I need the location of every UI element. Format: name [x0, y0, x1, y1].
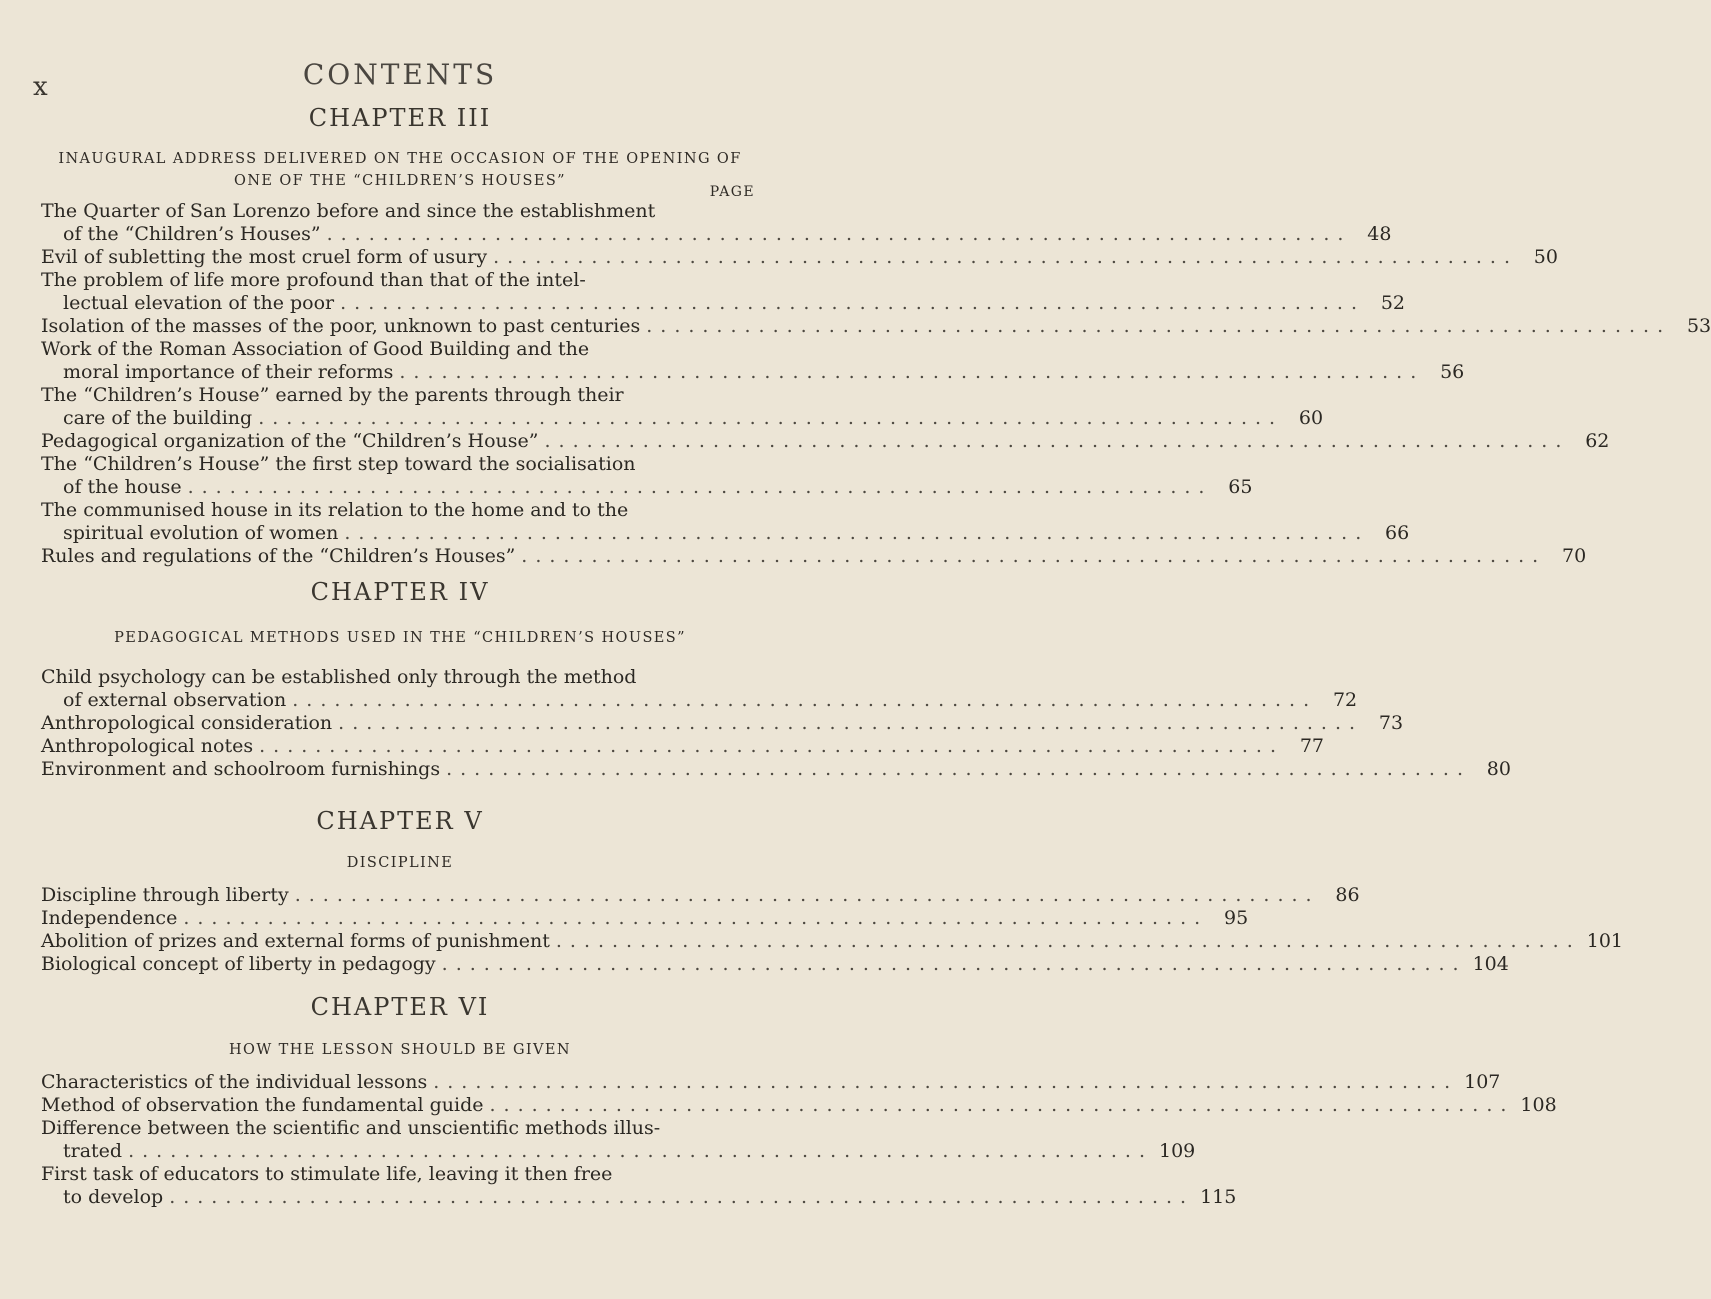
- toc-page-number: 108: [1520, 1094, 1557, 1116]
- toc-entry: [41, 430, 1610, 453]
- page-column-label: PAGE: [709, 184, 755, 200]
- toc-entry: [41, 1094, 1557, 1117]
- toc-entry-text: First task of educators to stimulate life, leaving it then free: [41, 1163, 613, 1185]
- chapter-heading: CHAPTER IV: [310, 578, 490, 606]
- toc-entry-text: Environment and schoolroom furnishings: [41, 758, 441, 780]
- toc-entry-text: spiritual evolution of women: [63, 522, 339, 544]
- toc-entry: [41, 953, 1509, 976]
- toc-entry: [41, 453, 1253, 499]
- toc-entry-text: Rules and regulations of the “Children’s Houses”: [41, 545, 516, 567]
- toc-page-number: 80: [1486, 758, 1511, 780]
- chapter-subtitle-line: ONE OF THE “CHILDREN’S HOUSES”: [234, 173, 566, 189]
- toc-entry: [41, 1117, 1196, 1163]
- chapter-subtitle-line: HOW THE LESSON SHOULD BE GIVEN: [228, 1042, 572, 1058]
- toc-entry: [41, 666, 1358, 712]
- toc-entry-text: of the “Children’s Houses”: [63, 223, 321, 245]
- toc-page-number: 53: [1686, 315, 1711, 337]
- dot-leader: .........................................................................: [544, 430, 1570, 452]
- dot-leader: .........................................................................: [441, 953, 1467, 975]
- toc-entry-text: moral importance of their reforms: [63, 361, 394, 383]
- chapter-heading: CHAPTER VI: [310, 993, 490, 1021]
- toc-page-number: 107: [1464, 1071, 1501, 1093]
- toc-entry-text: Anthropological notes: [41, 735, 254, 757]
- toc-entry: [41, 735, 1324, 758]
- toc-page-number: 60: [1298, 407, 1324, 429]
- toc-entry-text: Evil of subletting the most cruel form of usury: [41, 246, 488, 268]
- chapter-subtitle: [0, 148, 800, 192]
- toc-entry-text: The Quarter of San Lorenzo before and since the establishment: [41, 200, 656, 222]
- dot-leader: .........................................................................: [493, 246, 1518, 268]
- toc-page-number: 48: [1367, 223, 1392, 245]
- toc-page-number: 104: [1472, 953, 1509, 975]
- dot-leader: .........................................................................: [555, 930, 1581, 952]
- toc-entry: [41, 758, 1511, 781]
- chapter-subtitle-line: DISCIPLINE: [346, 855, 454, 871]
- toc-entry: [41, 907, 1249, 930]
- chapter-subtitle-line: PEDAGOGICAL METHODS USED IN THE “CHILDREN’S HOUSES”: [114, 630, 686, 646]
- toc-entry: [41, 384, 1324, 430]
- toc-entry: [41, 712, 1404, 735]
- toc-entry-text: to develop: [63, 1186, 164, 1208]
- toc-entry: [41, 499, 1410, 545]
- chapter-subtitle: [0, 852, 800, 874]
- toc-entry: [41, 930, 1624, 953]
- toc-page-number: 95: [1224, 907, 1249, 929]
- toc-entry-text: Independence: [41, 907, 178, 929]
- toc-page-number: 86: [1335, 884, 1360, 906]
- toc-entry-text: of external observation: [63, 689, 287, 711]
- toc-page-number: 70: [1562, 545, 1587, 567]
- dot-leader: .........................................................................: [128, 1140, 1153, 1162]
- toc-entry-text: Child psychology can be established only through the method: [41, 666, 637, 688]
- toc-entry: [41, 246, 1558, 269]
- running-title: CONTENTS: [302, 58, 498, 91]
- toc-page-number: 50: [1533, 246, 1558, 268]
- toc-page-number: 52: [1380, 292, 1406, 314]
- dot-leader: .........................................................................: [259, 735, 1284, 757]
- toc-entry-text: The problem of life more profound than that of the intel-: [41, 269, 586, 291]
- toc-entry-text: Difference between the scientific and unscientific methods illus-: [41, 1117, 661, 1139]
- dot-leader: .........................................................................: [169, 1186, 1195, 1208]
- toc-entry-text: care of the building: [63, 407, 253, 429]
- dot-leader: .........................................................................: [646, 315, 1672, 337]
- chapter-heading: CHAPTER V: [316, 807, 484, 835]
- toc-entry-text: Work of the Roman Association of Good Building and the: [41, 338, 590, 360]
- chapter-heading: CHAPTER III: [308, 104, 492, 132]
- dot-leader: .........................................................................: [183, 907, 1209, 929]
- toc-page-number: 101: [1586, 930, 1624, 952]
- page-folio: x: [33, 72, 49, 102]
- toc-entry-text: Method of observation the fundamental guide: [41, 1094, 484, 1116]
- toc-entry-text: of the house: [63, 476, 182, 498]
- toc-entry-text: The “Children’s House” earned by the parents through their: [41, 384, 624, 406]
- toc-entry: [41, 884, 1360, 907]
- toc-entry-text: The communised house in its relation to the home and to the: [41, 499, 629, 521]
- toc-entry-text: lectual elevation of the poor: [63, 292, 335, 314]
- toc-entry-text: The “Children’s House” the first step toward the socialisation: [41, 453, 636, 475]
- dot-leader: .........................................................................: [326, 223, 1352, 245]
- toc-entry-text: Biological concept of liberty in pedagogy: [41, 953, 436, 975]
- toc-page-number: 109: [1158, 1140, 1196, 1162]
- toc-entry-text: Anthropological consideration: [41, 712, 333, 734]
- dot-leader: .........................................................................: [344, 522, 1370, 544]
- chapter-subtitle: [0, 627, 800, 649]
- toc-page-number: 65: [1228, 476, 1253, 498]
- dot-leader: .........................................................................: [521, 545, 1547, 567]
- toc-entry-text: Pedagogical organization of the “Children’s House”: [41, 430, 539, 452]
- dot-leader: .........................................................................: [399, 361, 1425, 383]
- dot-leader: .........................................................................: [294, 884, 1320, 906]
- toc-entry-text: Isolation of the masses of the poor, unknown to past centuries: [41, 315, 641, 337]
- toc-entry: [41, 545, 1587, 568]
- toc-page-number: 72: [1332, 689, 1358, 711]
- dot-leader: .........................................................................: [433, 1071, 1459, 1093]
- toc-entry-text: Discipline through liberty: [41, 884, 289, 906]
- toc-entry: [41, 200, 1392, 246]
- dot-leader: .........................................................................: [338, 712, 1364, 734]
- dot-leader: .........................................................................: [187, 476, 1213, 498]
- dot-leader: .........................................................................: [340, 292, 1366, 314]
- toc-entry-text: Characteristics of the individual lessons: [41, 1071, 428, 1093]
- toc-entry-text: trated: [63, 1140, 123, 1162]
- toc-page-number: 73: [1378, 712, 1404, 734]
- toc-page-number: 66: [1385, 522, 1410, 544]
- dot-leader: .........................................................................: [489, 1094, 1515, 1116]
- dot-leader: .........................................................................: [258, 407, 1284, 429]
- toc-entry: [41, 1163, 1237, 1209]
- toc-page-number: 115: [1200, 1186, 1237, 1208]
- toc-entry-text: Abolition of prizes and external forms of punishment: [41, 930, 550, 952]
- toc-page-number: 62: [1585, 430, 1610, 452]
- toc-page-number: 77: [1299, 735, 1324, 757]
- dot-leader: .........................................................................: [292, 689, 1318, 711]
- toc-entry: [41, 315, 1711, 338]
- toc-entry: [41, 269, 1406, 315]
- toc-entry: [41, 338, 1465, 384]
- chapter-subtitle: [0, 1039, 800, 1061]
- dot-leader: .........................................................................: [446, 758, 1471, 780]
- toc-entry: [41, 1071, 1501, 1094]
- chapter-subtitle-line: INAUGURAL ADDRESS DELIVERED ON THE OCCASION OF THE OPENING OF: [58, 151, 742, 167]
- toc-page-number: 56: [1440, 361, 1465, 383]
